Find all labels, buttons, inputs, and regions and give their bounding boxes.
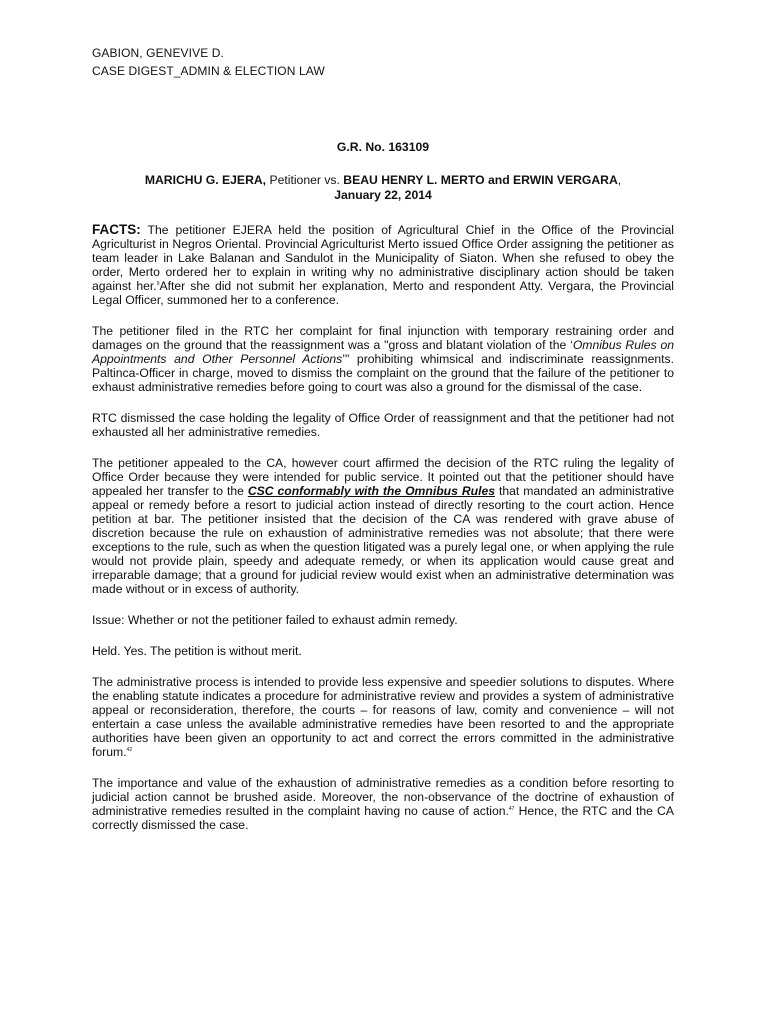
document-body — [92, 140, 674, 849]
facts-label: FACTS: — [92, 222, 141, 237]
footnote-marker: 42 — [126, 746, 133, 753]
facts-paragraph-3: RTC dismissed the case holding the legality of Office Order of reassignment and that the petitioner had not exhausted all her administrative remedies. — [92, 411, 674, 439]
case-title — [92, 173, 674, 203]
title-comma: , — [617, 173, 622, 187]
footnote-marker: 9 — [156, 280, 160, 287]
course-title: CASE DIGEST_ADMIN & ELECTION LAW — [92, 64, 325, 78]
petitioner-name: MARICHU G. EJERA, — [144, 173, 267, 187]
footnote-marker: 47 — [508, 805, 515, 812]
facts-p4-a: The petitioner appealed to the CA, however court affirmed the decision of the RTC ruling the legality of Office Order because they were intended for public service. It pointed out that the petitioner should have appealed her transfer to the — [92, 456, 674, 498]
csc-emphasis: CSC conformably with the Omnibus Rules — [247, 484, 496, 498]
facts-p2-a: The petitioner filed in the RTC her complaint for final injunction with temporary restraining order and damages on the ground that the reassignment was a "gross and blatant violation of the ‘ — [92, 324, 674, 352]
case-date: January 22, 2014 — [334, 188, 432, 202]
facts-p2-b: ’" prohibiting whimsical and indiscriminate reassignments. Paltinca-Officer in charge, moved to dismiss the complaint on the ground that the failure of the petitioner to exhaust administrative remedies before going to court was also a ground for the dismissal of the case. — [92, 352, 674, 394]
facts-p1-text: The petitioner EJERA held the position of Agricultural Chief in the Office of the Provincial Agriculturist in Negros Oriental. Provincial Agriculturist Merto issued Office Order assigning the petitioner as team leader in Lake Balanan and Sandulot in the Municipality of Siaton. When she refused to obey the order, Merto ordered her to explain in writing why no administrative disciplinary action should be taken against her. — [92, 223, 674, 293]
ruling-p2-a: The importance and value of the exhaustion of administrative remedies as a condition before resorting to judicial action cannot be brushed aside. Moreover, the non-observance of the doctrine of exhaustion of administrative remedies resulted in the complaint having no cause of action. — [92, 776, 674, 818]
respondents: BEAU HENRY L. MERTO and ERWIN VERGARA — [343, 173, 618, 187]
facts-paragraph-2 — [92, 324, 674, 394]
facts-paragraph-1 — [92, 223, 674, 307]
document-header — [92, 44, 325, 80]
ruling-p1-text: The administrative process is intended to provide less expensive and speedier solutions to disputes. Where the enabling statute indicates a procedure for administrative review and provides a system of administrative appeal or reconsideration, therefore, the courts – for reasons of law, comity and convenience – will not entertain a case unless the available administrative remedies have been resorted to and the appropriate authorities have been given an opportunity to act and correct the errors committed in the administrative forum. — [92, 675, 674, 759]
ruling-p2-b: Hence, the RTC and the CA correctly dismissed the case. — [92, 804, 674, 832]
issue-paragraph: Issue: Whether or not the petitioner failed to exhaust admin remedy. — [92, 613, 458, 627]
omnibus-rules-title: Omnibus Rules on Appointments and Other Personnel Actions — [92, 338, 674, 366]
facts-p4-b: that mandated an administrative appeal or remedy before a resort to judicial action instead of directly resorting to the court action. Hence petition at bar. The petitioner insisted that the decision of the CA was rendered with grave abuse of discretion because the rule on exhaustion of administrative remedies was not absolute; that there were exceptions to the rule, such as when the question litigated was a purely legal one, or when applying the rule would not provide plain, speedy and adequate remedy, or when its application would cause great and irreparable damage; that a ground for judicial review would exist when an administrative determination was made without or in excess of authority. — [92, 484, 675, 596]
petitioner-role: Petitioner vs. — [266, 173, 344, 187]
facts-paragraph-4 — [92, 456, 674, 596]
ruling-paragraph-1 — [92, 675, 674, 759]
facts-p1-tail: After she did not submit her explanation, Merto and respondent Atty. Vergara, the Provincial Legal Officer, summoned her to a conference. — [92, 279, 675, 307]
author-name: GABION, GENEVIVE D. — [92, 46, 224, 60]
ruling-paragraph-2 — [92, 776, 674, 832]
held-paragraph: Held. Yes. The petition is without merit. — [92, 644, 302, 658]
gr-number: G.R. No. 163109 — [336, 140, 430, 154]
